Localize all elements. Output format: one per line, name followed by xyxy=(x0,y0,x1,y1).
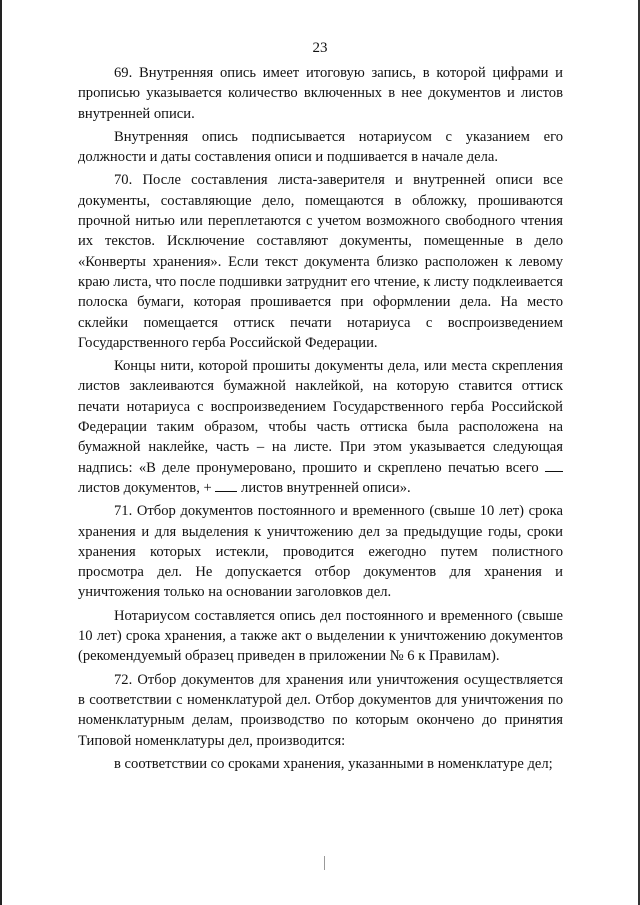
inscription-part-2: листов внутренней описи». xyxy=(241,479,411,496)
scan-mark xyxy=(324,856,325,870)
paragraph-70: 70. После составления листа-заверителя и внутренней описи все документы, составляющие дело, помещаются в обложку, прошиваются прочной нитью или переплетаются с учетом возможного свободного чтения их текстов. Исключение составляют документы, помещенные в дело «Конверты хранения». Если текст документа близко расположен к левому краю листа, что после подшивки затруднит его чтение, к листу подклеивается полоска бумаги, которая прошивается при оформлении дела. На место склейки помещается оттиск печати нотариуса с воспроизведением Государственного герба Российской Федерации. xyxy=(78,172,563,351)
paragraph-71-inventory: Нотариусом составляется опись дел постоянного и временного (свыше 10 лет) срока хранения, а также акт о выделении к уничтожению документов (рекомендуемый образец приведен в приложении № 6 к Правилам). xyxy=(78,607,563,665)
paragraph-70-seal-text: Концы нити, которой прошиты документы дела, или места скрепления листов заклеиваются бумажной наклейкой, на которую ставится оттиск печати нотариуса с воспроизведением Государственного герба Российской Федерации таким образом, чтобы часть оттиска была расположена на бумажной наклейке, часть – на листе. При этом указывается следующая надпись: «В деле пронумеровано, прошито и скреплено печатью всего xyxy=(78,358,563,476)
blank-line xyxy=(545,461,563,472)
blank-line xyxy=(215,481,237,492)
paragraph-72: 72. Отбор документов для хранения или уничтожения осуществляется в соответствии с номенклатурой дел. Отбор документов для уничтожения по номенклатурным делам, производство по которым окончено до принятия Типовой номенклатуры дел, производится: xyxy=(78,671,563,749)
document-body xyxy=(78,63,563,777)
page-number: 23 xyxy=(312,40,328,56)
paragraph-69-signature: Внутренняя опись подписывается нотариусом с указанием его должности и даты составления описи и подшивается в начале дела. xyxy=(78,128,563,166)
paragraph-71: 71. Отбор документов постоянного и временного (свыше 10 лет) срока хранения и для выделения к уничтожению дел за предыдущие годы, сроки хранения которых истекли, проводится ежегодно путем полистного просмотра дел. Не допускается отбор документов для хранения и уничтожения только на основании заголовков дел. xyxy=(78,503,563,601)
inscription-part-1: листов документов, + xyxy=(78,479,212,496)
paragraph-69: 69. Внутренняя опись имеет итоговую запись, в которой цифрами и прописью указывается количество включенных в нее документов и листов внутренней описи. xyxy=(78,65,563,122)
paragraph-72-item: в соответствии со сроками хранения, указанными в номенклатуре дел; xyxy=(114,755,553,772)
paragraph-70-seal xyxy=(78,356,563,498)
